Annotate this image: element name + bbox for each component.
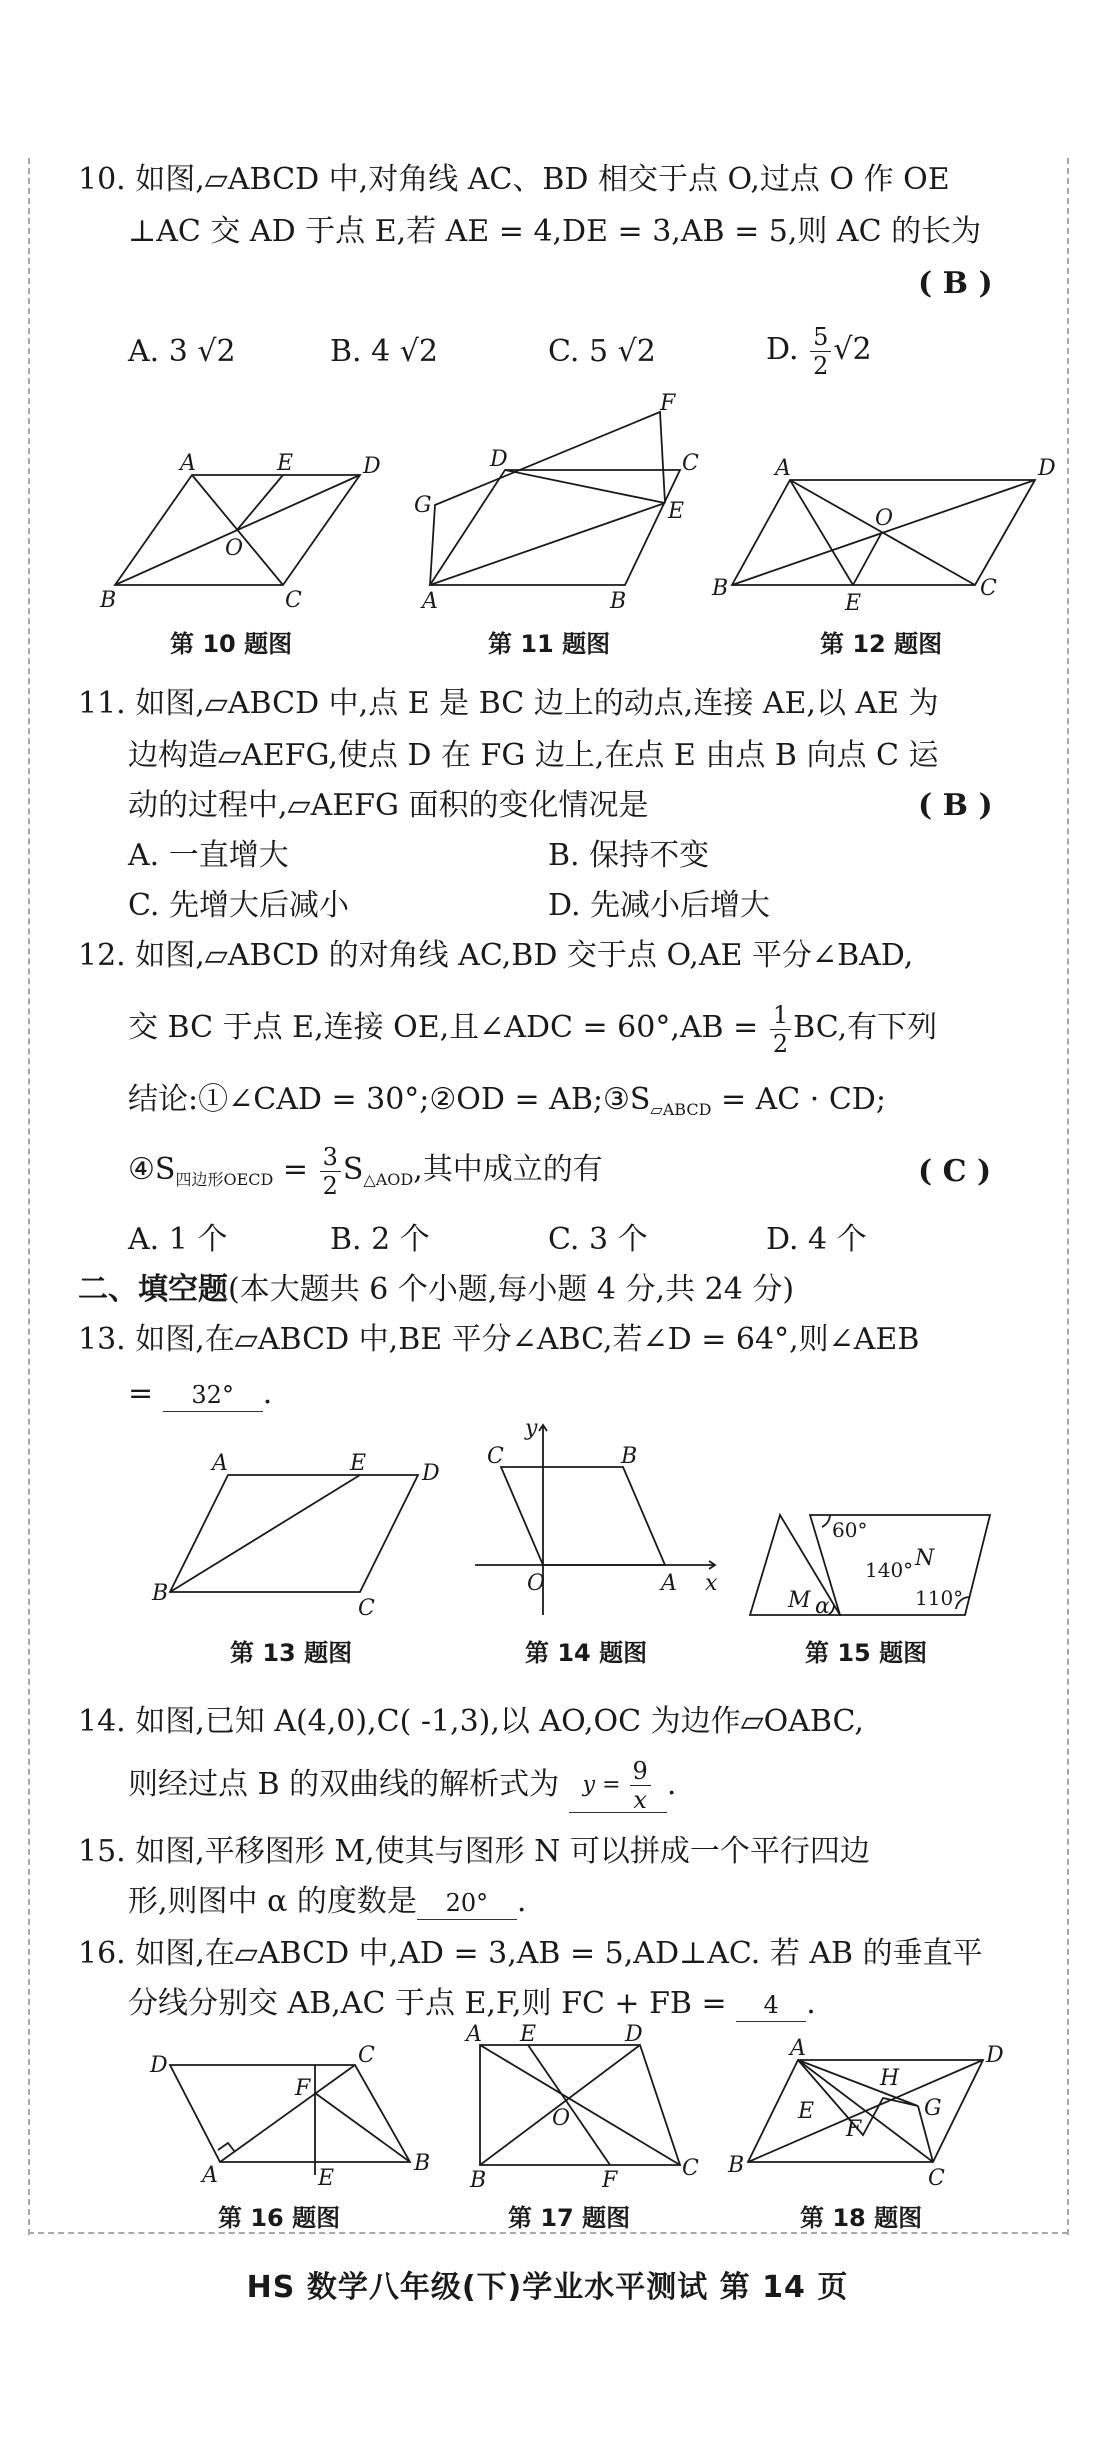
- fig17-label-a: A: [466, 2022, 482, 2047]
- fig13-label-d: D: [422, 1461, 440, 1486]
- q16-line2-post: .: [806, 1986, 816, 2021]
- q10-option-a: A. 3 √2: [128, 334, 236, 369]
- q12-option-a: A. 1 个: [128, 1222, 228, 1257]
- fig18-label-c: C: [928, 2166, 945, 2191]
- q14-line2-post: .: [666, 1767, 677, 1802]
- q11-line2: 边构造▱AEFG,使点 D 在 FG 边上,在点 E 由点 B 向点 C 运: [128, 738, 939, 773]
- q12-line3-post: = AC · CD;: [711, 1082, 886, 1117]
- fig13-label-c: C: [358, 1596, 375, 1621]
- q11-line3: 动的过程中,▱AEFG 面积的变化情况是: [128, 788, 649, 823]
- q12-line4-subscript2: △AOD: [363, 1170, 414, 1189]
- fig10-label-d: D: [363, 454, 381, 479]
- figure-11: [410, 391, 710, 615]
- frac-num: 5: [810, 325, 831, 352]
- caption-fig16: 第 16 题图: [218, 2204, 341, 2232]
- q12-option-b: B. 2 个: [330, 1222, 430, 1257]
- fig12-diagonal-bd: [732, 480, 1035, 585]
- caption-fig14: 第 14 题图: [525, 1639, 648, 1667]
- caption-fig10: 第 10 题图: [170, 630, 293, 658]
- q12-answer: ( C ): [918, 1154, 992, 1189]
- fig11-label-a: A: [422, 589, 438, 614]
- q13-line1: 13. 如图,在▱ABCD 中,BE 平分∠ABC,若∠D = 64°,则∠AEB: [78, 1322, 920, 1357]
- q12-line1: 12. 如图,▱ABCD 的对角线 AC,BD 交于点 O,AE 平分∠BAD,: [78, 938, 914, 973]
- q12-line2-post: BC,有下列: [793, 1010, 938, 1045]
- fig18-diagonal-bd: [748, 2060, 983, 2162]
- fig12-label-c: C: [980, 576, 997, 601]
- q10-line2: ⊥AC 交 AD 于点 E,若 AE = 4,DE = 3,AB = 5,则 AC 的长为: [128, 214, 982, 249]
- fig18-label-d: D: [986, 2043, 1004, 2068]
- q12-option-d: D. 4 个: [766, 1222, 867, 1257]
- fig12-label-e: E: [845, 591, 862, 616]
- figure-16: [140, 2040, 440, 2195]
- fig15-label-110: 110°: [915, 1586, 964, 1610]
- fig12-segment-oe: [853, 532, 882, 585]
- q14-line2-text: 则经过点 B 的双曲线的解析式为: [128, 1767, 560, 1802]
- fig17-diagonal-ac: [480, 2045, 680, 2165]
- caption-fig12: 第 12 题图: [820, 630, 943, 658]
- fig16-segment-fb: [315, 2093, 410, 2162]
- fig11-label-c: C: [682, 451, 699, 476]
- fig11-parallelogram-aefg: [430, 412, 665, 585]
- q15-answer-blank: 20°: [417, 1887, 517, 1920]
- q16-line1: 16. 如图,在▱ABCD 中,AD = 3,AB = 5,AD⊥AC. 若 AB 的垂直平: [78, 1936, 983, 1971]
- q12-line4-s: S: [342, 1152, 364, 1187]
- frac-den: 2: [772, 1029, 789, 1058]
- q10-line1: 10. 如图,▱ABCD 中,对角线 AC、BD 相交于点 O,过点 O 作 OE: [78, 162, 950, 197]
- fig18-label-h: H: [880, 2066, 900, 2091]
- q10-option-b: B. 4 √2: [330, 334, 438, 369]
- page-footer: HS 数学八年级(下)学业水平测试 第 14 页: [246, 2270, 849, 2305]
- caption-fig17: 第 17 题图: [508, 2204, 631, 2232]
- caption-fig15: 第 15 题图: [805, 1639, 928, 1667]
- fig14-label-a: A: [661, 1571, 677, 1596]
- q12-line4: [128, 1140, 603, 1210]
- q15-line2: [128, 1880, 526, 1924]
- q15-line2-pre: 形,则图中 α 的度数是: [128, 1884, 417, 1919]
- q12-line4-fraction: [320, 1142, 341, 1200]
- fig17-label-b: B: [470, 2168, 487, 2193]
- q13-answer-blank: 32°: [163, 1379, 263, 1412]
- fig16-label-f: F: [295, 2076, 311, 2101]
- left-dashed-margin: [28, 158, 30, 2235]
- section2-title: 二、填空题: [78, 1272, 228, 1307]
- fig11-segment-ae: [430, 503, 665, 585]
- frac-den: x: [633, 1786, 647, 1814]
- q13-line2-pre: =: [128, 1376, 154, 1411]
- fig14-label-x: x: [705, 1571, 718, 1596]
- fig18-label-g: G: [924, 2096, 942, 2121]
- right-dashed-margin: [1067, 158, 1069, 2235]
- fig11-label-b: B: [610, 589, 627, 614]
- section2-heading: [78, 1268, 794, 1312]
- section2-note: (本大题共 6 个小题,每小题 4 分,共 24 分): [228, 1272, 795, 1307]
- fig10-label-c: C: [285, 588, 302, 613]
- fig15-angle-60: [822, 1515, 830, 1527]
- frac-num: 9: [630, 1759, 651, 1786]
- fig16-diagonal-ac: [220, 2065, 355, 2162]
- fig13-label-e: E: [350, 1451, 367, 1476]
- fig14-label-o: O: [527, 1571, 546, 1596]
- q14-answer-y: y =: [582, 1772, 621, 1798]
- q10-option-d-label: D.: [766, 332, 799, 367]
- fig15-label-n: N: [915, 1546, 935, 1571]
- q12-line2-fraction: [770, 1000, 791, 1058]
- fig16-label-d: D: [150, 2053, 168, 2078]
- fig11-label-g: G: [414, 493, 432, 518]
- q16-answer-blank: 4: [736, 1989, 806, 2022]
- fig17-label-f: F: [602, 2168, 618, 2193]
- q12-line2: [128, 998, 937, 1058]
- fig17-label-d: D: [625, 2022, 643, 2047]
- fig18-label-f: F: [846, 2117, 862, 2142]
- fig14-parallelogram: [501, 1467, 665, 1565]
- fig17-label-e: E: [520, 2022, 537, 2047]
- q12-line2-pre: 交 BC 于点 E,连接 OE,且∠ADC = 60°,AB =: [128, 1010, 759, 1045]
- fig17-label-c: C: [682, 2156, 699, 2181]
- q10-answer: ( B ): [918, 266, 993, 301]
- fig15-label-140: 140°: [865, 1558, 914, 1582]
- figure-10: [95, 451, 395, 615]
- fig15-label-alpha: α: [815, 1594, 830, 1619]
- q14-answer-blank: [569, 1759, 667, 1813]
- q10-option-d-fraction: [810, 322, 831, 380]
- fig11-label-d: D: [490, 447, 508, 472]
- fig12-label-a: A: [775, 456, 791, 481]
- fig11-label-e: E: [668, 499, 685, 524]
- fig11-label-f: F: [660, 391, 676, 416]
- figure-15: [740, 1505, 1010, 1625]
- fig16-parallelogram: [170, 2065, 410, 2162]
- fig12-label-b: B: [712, 576, 729, 601]
- figure-12: [710, 455, 1055, 615]
- fig10-label-a: A: [180, 451, 196, 476]
- fig16-label-b: B: [414, 2151, 431, 2176]
- figure-18: [718, 2036, 1008, 2195]
- fig14-label-y: y: [525, 1416, 538, 1441]
- q11-option-a: A. 一直增大: [128, 838, 289, 873]
- q14-answer-fraction: [630, 1759, 651, 1812]
- fig18-label-e: E: [798, 2099, 815, 2124]
- fig18-label-a: A: [790, 2036, 806, 2061]
- q10-option-d-tail: √2: [833, 332, 872, 367]
- q15-line1: 15. 如图,平移图形 M,使其与图形 N 可以拼成一个平行四边: [78, 1834, 870, 1869]
- q12-option-c: C. 3 个: [548, 1222, 648, 1257]
- fig13-parallelogram: [170, 1475, 418, 1592]
- fig12-label-d: D: [1038, 456, 1056, 481]
- q15-line2-post: .: [516, 1884, 527, 1919]
- fig18-label-b: B: [728, 2153, 745, 2178]
- q12-line4-subscript: 四边形OECD: [175, 1170, 274, 1189]
- figure-14: [465, 1415, 725, 1625]
- caption-fig13: 第 13 题图: [230, 1639, 353, 1667]
- fig13-label-b: B: [152, 1581, 169, 1606]
- q12-line3-subscript: ▱ABCD: [650, 1100, 712, 1119]
- figure-17: [460, 2022, 710, 2195]
- q13-line2: [128, 1372, 272, 1416]
- q12-line4-pre: ④S: [128, 1152, 176, 1187]
- fig10-label-b: B: [100, 588, 117, 613]
- fig10-label-e: E: [277, 451, 294, 476]
- q12-line3: [128, 1078, 886, 1132]
- fig13-label-a: A: [212, 1451, 228, 1476]
- caption-fig18: 第 18 题图: [800, 2204, 923, 2232]
- fig17-diagonal-bd: [480, 2045, 640, 2165]
- q11-answer: ( B ): [918, 788, 993, 823]
- q11-option-c: C. 先增大后减小: [128, 888, 349, 923]
- fig12-label-o: O: [875, 506, 894, 531]
- fig10-label-o: O: [225, 536, 244, 561]
- fig11-segment-de: [505, 470, 665, 503]
- frac-num: 1: [770, 1003, 791, 1030]
- fig15-label-m: M: [788, 1588, 811, 1613]
- fig17-segment-ef: [528, 2045, 610, 2165]
- fig16-label-a: A: [202, 2163, 218, 2188]
- q14-line2: [128, 1755, 676, 1815]
- q13-line2-post: .: [262, 1376, 273, 1411]
- q10-option-c: C. 5 √2: [548, 334, 656, 369]
- fig15-label-60: 60°: [832, 1518, 868, 1542]
- fig14-label-b: B: [621, 1444, 638, 1469]
- fig16-right-angle: [218, 2143, 235, 2152]
- fig16-label-e: E: [318, 2166, 335, 2191]
- frac-num: 3: [320, 1145, 341, 1172]
- fig11-parallelogram-abcd: [430, 470, 680, 585]
- q12-line4-post: ,其中成立的有: [413, 1152, 603, 1187]
- fig10-segment-oe: [237, 475, 283, 530]
- figure-13: [150, 1450, 450, 1620]
- q14-line1: 14. 如图,已知 A(4,0),C( -1,3),以 AO,OC 为边作▱OABC,: [78, 1704, 864, 1739]
- q16-line2-pre: 分线分别交 AB,AC 于点 E,F,则 FC + FB =: [128, 1986, 727, 2021]
- q11-option-d: D. 先减小后增大: [548, 888, 771, 923]
- caption-fig11: 第 11 题图: [488, 630, 611, 658]
- fig17-label-o: O: [552, 2106, 571, 2131]
- q11-option-b: B. 保持不变: [548, 838, 710, 873]
- fig12-segment-ae: [790, 480, 853, 585]
- q10-option-d: [766, 320, 872, 380]
- frac-den: 2: [322, 1171, 338, 1200]
- q12-line4-mid: =: [273, 1152, 309, 1187]
- q11-line1: 11. 如图,▱ABCD 中,点 E 是 BC 边上的动点,连接 AE,以 AE 为: [78, 686, 939, 721]
- q16-line2: [128, 1982, 816, 2026]
- q12-line3-pre: 结论:①∠CAD = 30°;②OD = AB;③S: [128, 1082, 651, 1117]
- frac-den: 2: [813, 351, 829, 380]
- fig14-label-c: C: [487, 1444, 504, 1469]
- fig16-label-c: C: [358, 2043, 375, 2068]
